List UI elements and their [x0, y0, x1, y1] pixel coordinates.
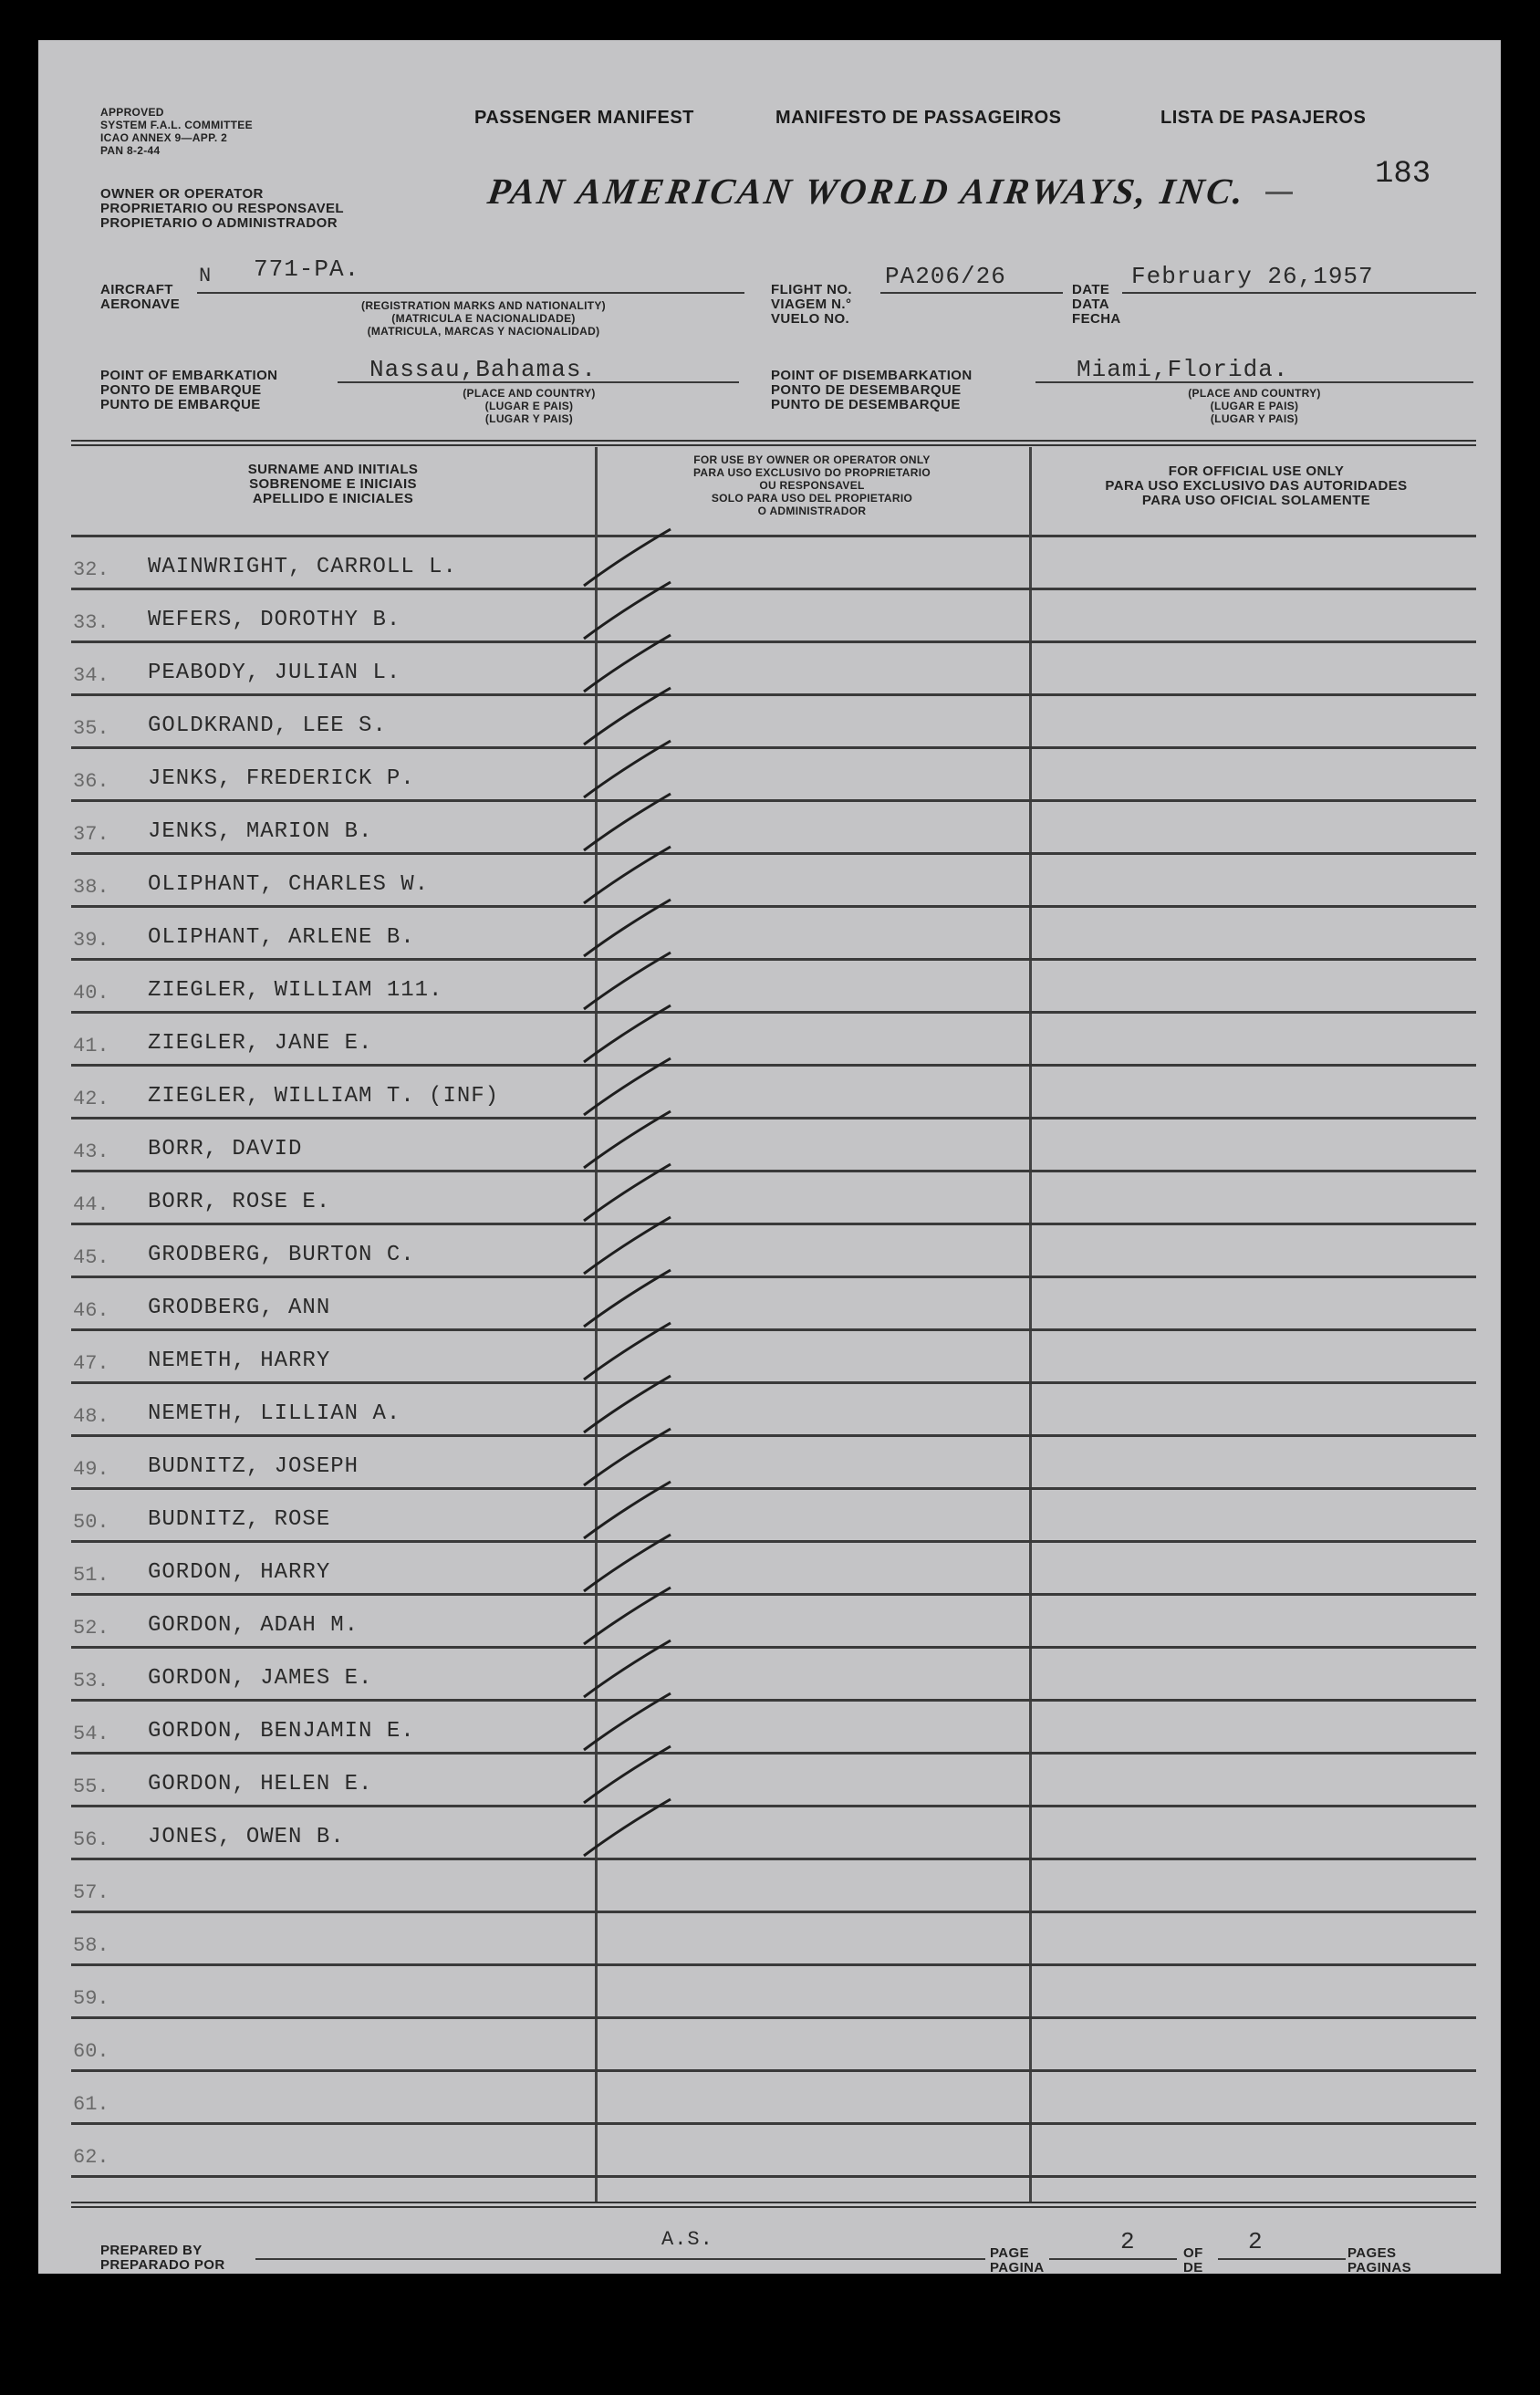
row-number: 34. [73, 664, 109, 687]
aircraft-label: AIRCRAFT AERONAVE [100, 282, 181, 312]
of-value: 2 [1248, 2228, 1264, 2255]
column-header-owner-use: FOR USE BY OWNER OR OPERATOR ONLY PARA USO EXCLUSIVO DO PROPRIETARIO OU RESPONSAVEL SOLO PARA USO DEL PROPIETARIO O ADMINISTRADOR [692, 453, 931, 517]
row-number: 48. [73, 1405, 109, 1428]
column-header-official-use: FOR OFFICIAL USE ONLY PARA USO EXCLUSIVO DAS AUTORIDADES PARA USO OFICIAL SOLAMENTE [1105, 463, 1408, 508]
prepared-by-label: PREPARED BY PREPARADO POR [100, 2243, 225, 2273]
passenger-name: ZIEGLER, WILLIAM 111. [148, 978, 443, 1003]
page-label: PAGE PAGINA [990, 2245, 1045, 2275]
row-number: 44. [73, 1193, 109, 1216]
check-mark [584, 1164, 671, 1221]
check-mark [584, 741, 671, 797]
title-portuguese: MANIFESTO DE PASSAGEIROS [775, 108, 1062, 128]
airline-name: PAN AMERICAN WORLD AIRWAYS, INC. [484, 171, 1249, 212]
row-number: 60. [73, 2040, 109, 2063]
row-number: 43. [73, 1140, 109, 1163]
check-mark [584, 1323, 671, 1380]
row-number: 33. [73, 611, 109, 634]
passenger-name: BUDNITZ, JOSEPH [148, 1454, 359, 1479]
of-line [1218, 2258, 1346, 2260]
check-mark [584, 1640, 671, 1697]
row-number: 62. [73, 2146, 109, 2169]
date-value: February 26,1957 [1131, 263, 1374, 290]
check-mark [584, 794, 671, 850]
check-mark [584, 1111, 671, 1168]
passenger-name: BUDNITZ, ROSE [148, 1507, 331, 1532]
owner-operator-label: OWNER OR OPERATOR PROPRIETARIO OU RESPONSAVEL PROPIETARIO O ADMINISTRADOR [100, 186, 344, 231]
row-number: 54. [73, 1723, 109, 1745]
check-mark [584, 1535, 671, 1591]
page-number: 183 [1375, 157, 1431, 192]
of-label: OF DE [1183, 2245, 1203, 2275]
row-number: 59. [73, 1987, 109, 2010]
check-mark [584, 1376, 671, 1432]
check-mark [584, 953, 671, 1009]
passenger-name: JENKS, MARION B. [148, 819, 373, 844]
row-number: 36. [73, 770, 109, 793]
title-english: PASSENGER MANIFEST [474, 108, 694, 128]
passenger-name: OLIPHANT, ARLENE B. [148, 925, 415, 950]
passenger-name: GORDON, ADAH M. [148, 1613, 359, 1638]
passenger-name: ZIEGLER, JANE E. [148, 1031, 373, 1056]
passenger-name: GORDON, JAMES E. [148, 1666, 373, 1691]
row-number: 45. [73, 1246, 109, 1269]
flight-label: FLIGHT NO. VIAGEM N.° VUELO NO. [771, 282, 852, 327]
table-bottom-rule [71, 2202, 1476, 2208]
page-line [1049, 2258, 1177, 2260]
disembarkation-value: Miami,Florida. [1077, 356, 1289, 383]
pages-label: PAGES PAGINAS [1348, 2245, 1412, 2275]
check-mark [584, 529, 671, 586]
embarkation-label: POINT OF EMBARKATION PONTO DE EMBARQUE PUNTO DE EMBARQUE [100, 368, 278, 412]
column-header-surname: SURNAME AND INITIALS SOBRENOME E INICIAIS APELLIDO E INICIALES [247, 462, 419, 506]
row-number: 38. [73, 876, 109, 899]
check-mark [584, 1270, 671, 1327]
row-number: 51. [73, 1564, 109, 1587]
row-number: 53. [73, 1670, 109, 1692]
check-mark [584, 582, 671, 639]
passenger-name: NEMETH, LILLIAN A. [148, 1401, 401, 1426]
row-number: 58. [73, 1934, 109, 1957]
row-number: 47. [73, 1352, 109, 1375]
row-number: 42. [73, 1088, 109, 1110]
row-number: 49. [73, 1458, 109, 1481]
passenger-name: WAINWRIGHT, CARROLL L. [148, 555, 457, 579]
row-number: 40. [73, 982, 109, 1005]
check-mark [584, 688, 671, 745]
flight-value: PA206/26 [885, 263, 1006, 290]
passenger-name: PEABODY, JULIAN L. [148, 661, 401, 685]
disembarkation-label: POINT OF DISEMBARKATION PONTO DE DESEMBARQUE PUNTO DE DESEMBARQUE [771, 368, 973, 412]
approval-stamp: APPROVED SYSTEM F.A.L. COMMITTEE ICAO ANNEX 9—APP. 2 PAN 8-2-44 [100, 106, 253, 157]
row-number: 41. [73, 1035, 109, 1057]
check-mark [584, 1058, 671, 1115]
embarkation-sub: (PLACE AND COUNTRY) (LUGAR E PAIS) (LUGAR Y PAIS) [463, 387, 596, 425]
check-mark [584, 1217, 671, 1274]
row-number: 56. [73, 1828, 109, 1851]
check-mark [584, 1588, 671, 1644]
passenger-name: JONES, OWEN B. [148, 1825, 345, 1849]
title-spanish: LISTA DE PASAJEROS [1160, 108, 1367, 128]
row-number: 32. [73, 558, 109, 581]
check-mark [584, 1429, 671, 1485]
aircraft-no-prefix: N [199, 265, 213, 287]
row-number: 52. [73, 1617, 109, 1640]
passenger-name: NEMETH, HARRY [148, 1348, 331, 1373]
prepared-by-line [255, 2258, 985, 2260]
passenger-name: ZIEGLER, WILLIAM T. (INF) [148, 1084, 500, 1109]
check-mark [584, 1005, 671, 1062]
check-mark [584, 1746, 671, 1803]
embarkation-value: Nassau,Bahamas. [369, 356, 598, 383]
row-number: 50. [73, 1511, 109, 1534]
passenger-name: OLIPHANT, CHARLES W. [148, 872, 430, 897]
row-number: 61. [73, 2093, 109, 2116]
check-mark [584, 847, 671, 903]
disembarkation-sub: (PLACE AND COUNTRY) (LUGAR E PAIS) (LUGAR Y PAIS) [1188, 387, 1321, 425]
check-mark [584, 900, 671, 956]
prepared-by-value: A.S. [661, 2228, 713, 2251]
check-mark [584, 1799, 671, 1856]
page-value: 2 [1120, 2228, 1136, 2255]
check-mark [584, 1482, 671, 1538]
row-number: 35. [73, 717, 109, 740]
aircraft-value: 771-PA. [254, 255, 360, 283]
passenger-name: GRODBERG, BURTON C. [148, 1243, 415, 1267]
aircraft-sub: (REGISTRATION MARKS AND NATIONALITY) (MATRICULA E NACIONALIDADE) (MATRICULA, MARCAS Y NACIONALIDAD) [361, 299, 606, 338]
row-number: 46. [73, 1299, 109, 1322]
passenger-name: JENKS, FREDERICK P. [148, 766, 415, 791]
passenger-name: WEFERS, DOROTHY B. [148, 608, 401, 632]
passenger-name: GOLDKRAND, LEE S. [148, 713, 387, 738]
row-number: 55. [73, 1775, 109, 1798]
passenger-name: BORR, ROSE E. [148, 1190, 331, 1214]
passenger-name: GORDON, HELEN E. [148, 1772, 373, 1796]
passenger-name: GRODBERG, ANN [148, 1296, 331, 1320]
check-mark [584, 635, 671, 692]
row-number: 57. [73, 1881, 109, 1904]
date-label: DATE DATA FECHA [1072, 282, 1121, 327]
passenger-name: GORDON, HARRY [148, 1560, 331, 1585]
check-mark [584, 1693, 671, 1750]
row-number: 39. [73, 929, 109, 952]
passenger-name: GORDON, BENJAMIN E. [148, 1719, 415, 1744]
row-number: 37. [73, 823, 109, 846]
passenger-name: BORR, DAVID [148, 1137, 303, 1161]
